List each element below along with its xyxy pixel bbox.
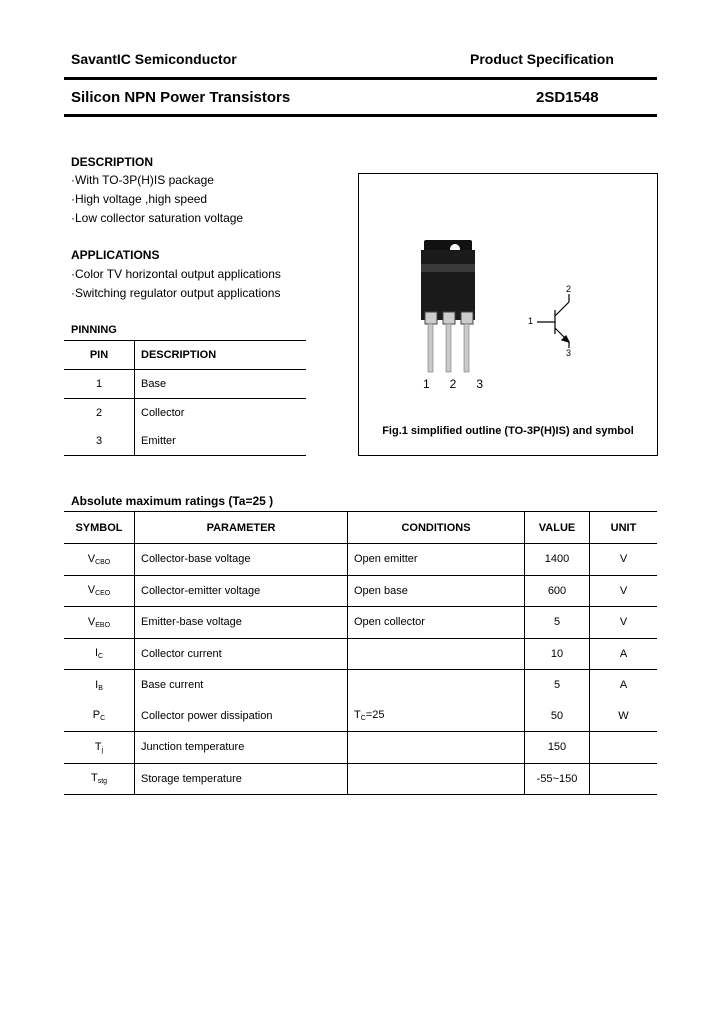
symbol-cell: $I_C$: [64, 638, 135, 670]
value-cell: 10: [525, 638, 590, 670]
table-row: [64, 341, 306, 370]
table-row: [64, 544, 657, 576]
conditions-cell: [348, 763, 525, 795]
description-list: [71, 171, 243, 228]
package-pin-label: 3: [476, 377, 483, 391]
figure-box: [358, 173, 658, 456]
symbol-cell: $I_B$: [64, 670, 135, 701]
package-pin-labels: [423, 377, 483, 391]
table-row: [64, 575, 657, 607]
value-cell: 5: [525, 607, 590, 639]
table-row: [64, 512, 657, 544]
parameter-cell: Storage temperature: [135, 763, 348, 795]
symbol-cell: $T_{stg}$: [64, 763, 135, 795]
parameter-cell: Collector-emitter voltage: [135, 575, 348, 607]
parameter-cell: Base current: [135, 670, 348, 701]
conditions-cell: Open emitter: [348, 544, 525, 576]
parameter-cell: Junction temperature: [135, 732, 348, 764]
unit-cell: W: [590, 701, 658, 732]
unit-cell: V: [590, 575, 658, 607]
header-rule-bottom: [64, 114, 657, 117]
npn-symbol: [537, 294, 569, 348]
pin-number: 3: [64, 427, 135, 456]
ratings-heading: Absolute maximum ratings (Ta=25 ): [71, 494, 274, 508]
symbol-base-label: 1: [528, 316, 534, 326]
conditions-cell: Open base: [348, 575, 525, 607]
parameter-cell: Collector current: [135, 638, 348, 670]
symbol-cell: $T_j$: [64, 732, 135, 764]
package-outline: [421, 240, 475, 372]
company-name: SavantIC Semiconductor: [71, 51, 237, 67]
table-row: [64, 370, 306, 399]
value-cell: 5: [525, 670, 590, 701]
ratings-table: [64, 511, 657, 795]
unit-cell: A: [619, 679, 628, 692]
product-line: Silicon NPN Power Transistors: [71, 89, 291, 106]
symbol-cell: $V_{CEO}$: [64, 575, 135, 607]
applications-heading: APPLICATIONS: [71, 248, 160, 262]
pin-number: 2: [64, 399, 135, 428]
symbol-cell: $V_{EBO}$: [64, 607, 135, 639]
value-cell: 50: [525, 701, 590, 732]
unit-cell: [590, 732, 658, 764]
pin-col-header: PIN: [64, 341, 135, 370]
table-row: [64, 732, 657, 764]
table-row: [64, 763, 657, 795]
conditions-cell: [348, 732, 525, 764]
parameter-cell: Collector power dissipation: [135, 701, 348, 732]
table-row: [64, 427, 306, 456]
description-heading: DESCRIPTION: [71, 155, 154, 169]
symbol-collector-label: 2: [566, 284, 572, 294]
pinning-table: [64, 340, 306, 456]
package-pin-label: 2: [449, 377, 457, 391]
doc-type: Product Specification: [470, 51, 614, 67]
conditions-cell: Open collector: [348, 607, 525, 639]
pin-description: Collector: [141, 407, 185, 419]
table-row: [64, 701, 657, 732]
unit-cell: V: [590, 544, 658, 576]
pin-description: Base: [135, 370, 307, 399]
applications-item: ·Switching regulator output applications: [71, 286, 281, 300]
header-rule-top: [64, 77, 657, 80]
table-row: [64, 638, 657, 670]
unit-cell: V: [590, 607, 658, 639]
conditions-cell: [348, 670, 525, 701]
col-unit: UNIT: [590, 512, 658, 544]
description-item: ·Low collector saturation voltage: [71, 211, 244, 225]
table-row: [64, 607, 657, 639]
value-cell: 150: [525, 732, 590, 764]
symbol-cell: $P_C$: [64, 701, 135, 732]
symbol-emitter-label: 3: [566, 348, 572, 358]
figure-drawing: [359, 174, 657, 455]
conditions-cell: $T_C=25$: [348, 701, 525, 732]
parameter-cell: Emitter-base voltage: [135, 607, 348, 639]
description-item: ·High voltage ,high speed: [71, 192, 208, 206]
package-pin-label: 1: [423, 377, 430, 391]
unit-cell: [590, 763, 658, 795]
value-cell: 1400: [525, 544, 590, 576]
applications-item: ·Color TV horizontal output applications: [71, 267, 281, 281]
applications-list: [71, 265, 281, 303]
parameter-cell: Collector-base voltage: [135, 544, 348, 576]
description-item: ·With TO-3P(H)IS package: [71, 173, 214, 187]
value-cell: -55~150: [525, 763, 590, 795]
conditions-cell: [348, 638, 525, 670]
symbol-cell: $V_{CBO}$: [64, 544, 135, 576]
desc-col-header: DESCRIPTION: [135, 341, 307, 370]
table-row: [64, 670, 657, 701]
pin-description: Emitter: [135, 427, 307, 456]
table-row: [64, 399, 306, 428]
value-cell: 600: [525, 575, 590, 607]
unit-cell: A: [590, 638, 658, 670]
pin-number: 1: [64, 370, 135, 399]
col-conditions: CONDITIONS: [348, 512, 525, 544]
col-symbol: SYMBOL: [64, 512, 135, 544]
figure-caption: Fig.1 simplified outline (TO-3P(H)IS) and symbol: [382, 425, 634, 437]
col-parameter: PARAMETER: [135, 512, 348, 544]
pinning-heading: PINNING: [71, 324, 117, 336]
col-value: VALUE: [525, 512, 590, 544]
part-number: 2SD1548: [536, 89, 599, 106]
